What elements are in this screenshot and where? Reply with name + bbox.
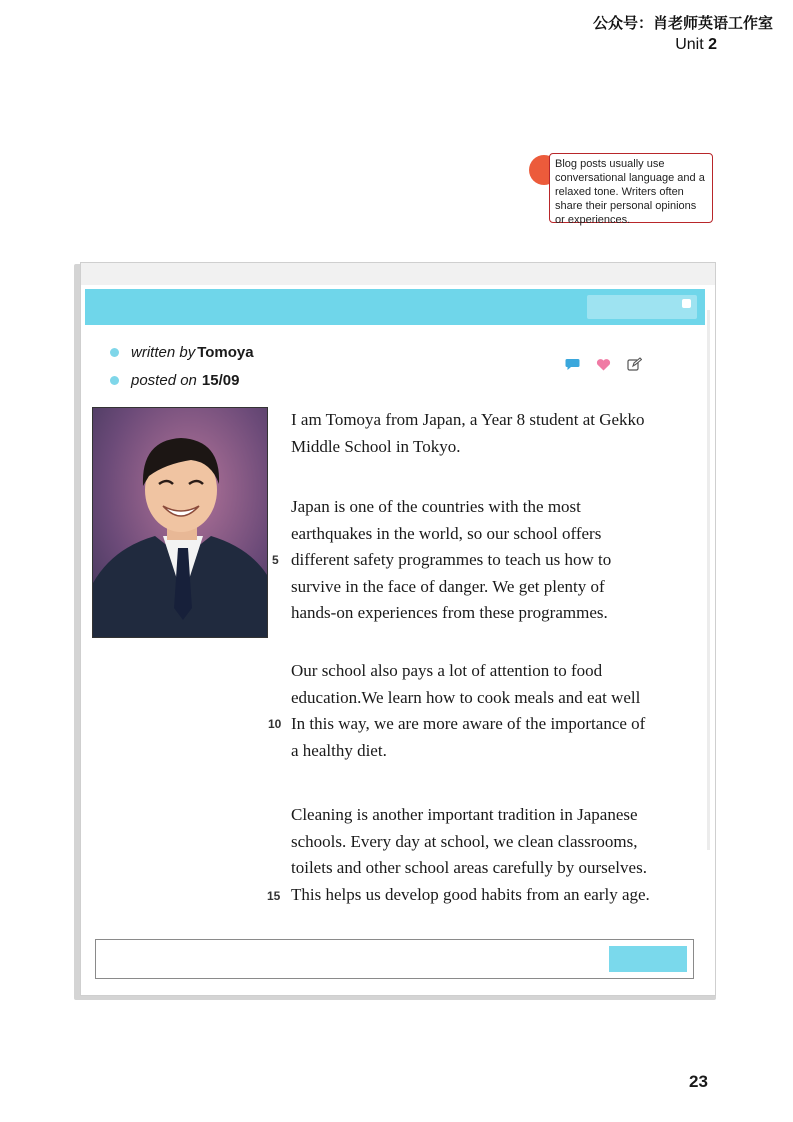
written-by-row	[110, 344, 254, 361]
text-line: Our school also pays a lot of attention to food	[291, 661, 603, 680]
unit-label	[675, 36, 717, 54]
author-photo	[92, 407, 268, 638]
text-line: Japan is one of the countries with the most	[291, 497, 581, 516]
text-line: different safety programmes to teach us how to	[291, 550, 612, 569]
text-line: I am Tomoya from Japan, a Year 8 student at Gekko	[291, 410, 645, 429]
text-line: earthquakes in the world, so our school offers	[291, 523, 602, 543]
text-line: hands-on experiences from these programmes.	[291, 603, 608, 622]
comment-input[interactable]	[95, 939, 694, 979]
blog-window-topstrip	[81, 263, 715, 285]
text-line: Middle School in Tokyo.	[291, 436, 461, 456]
heart-icon[interactable]	[596, 358, 611, 376]
text-line: education.We learn how to cook meals and eat well	[291, 687, 641, 707]
margin-note: Blog posts usually use conversational language and a relaxed tone. Writers often share their personal opinions or experiences.	[549, 153, 713, 223]
line-number: 5	[272, 553, 279, 567]
paragraph-2	[291, 494, 711, 627]
comment-submit-button[interactable]	[609, 946, 687, 972]
comment-icon[interactable]	[565, 358, 580, 376]
text-line: In this way, we are more aware of the importance of	[291, 714, 646, 733]
posted-on-row	[110, 372, 239, 389]
text-line: toilets and other school areas carefully by ourselves.	[291, 858, 647, 877]
page-number: 23	[689, 1072, 708, 1091]
post-date: 15/09	[201, 372, 240, 389]
line-number: 15	[267, 889, 281, 903]
blog-title-bar	[85, 289, 705, 325]
text-line: a healthy diet.	[291, 740, 387, 760]
posted-on-label: posted on	[131, 372, 197, 389]
line-number: 10	[268, 717, 282, 731]
written-by-label: written by	[131, 344, 196, 361]
unit-number: 2	[708, 36, 717, 53]
text-line: survive in the face of danger. We get plenty of	[291, 576, 605, 596]
wechat-account-label: 公众号：肖老师英语工作室	[592, 14, 773, 32]
blog-bar-button[interactable]	[682, 299, 691, 308]
post-action-icons	[565, 357, 642, 377]
paragraph-1	[291, 407, 711, 460]
blog-search-box[interactable]	[587, 295, 697, 319]
text-line: schools. Every day at school, we clean classrooms,	[291, 831, 638, 851]
bullet-icon	[110, 376, 119, 385]
paragraph-4	[291, 802, 711, 908]
unit-text: Unit	[675, 36, 704, 53]
author-name[interactable]: Tomoya	[197, 344, 254, 361]
paragraph-3	[291, 658, 711, 764]
text-line: Cleaning is another important tradition in Japanese	[291, 805, 638, 824]
bullet-icon	[110, 348, 119, 357]
edit-icon[interactable]	[627, 357, 642, 377]
text-line: This helps us develop good habits from an early age.	[291, 884, 650, 904]
